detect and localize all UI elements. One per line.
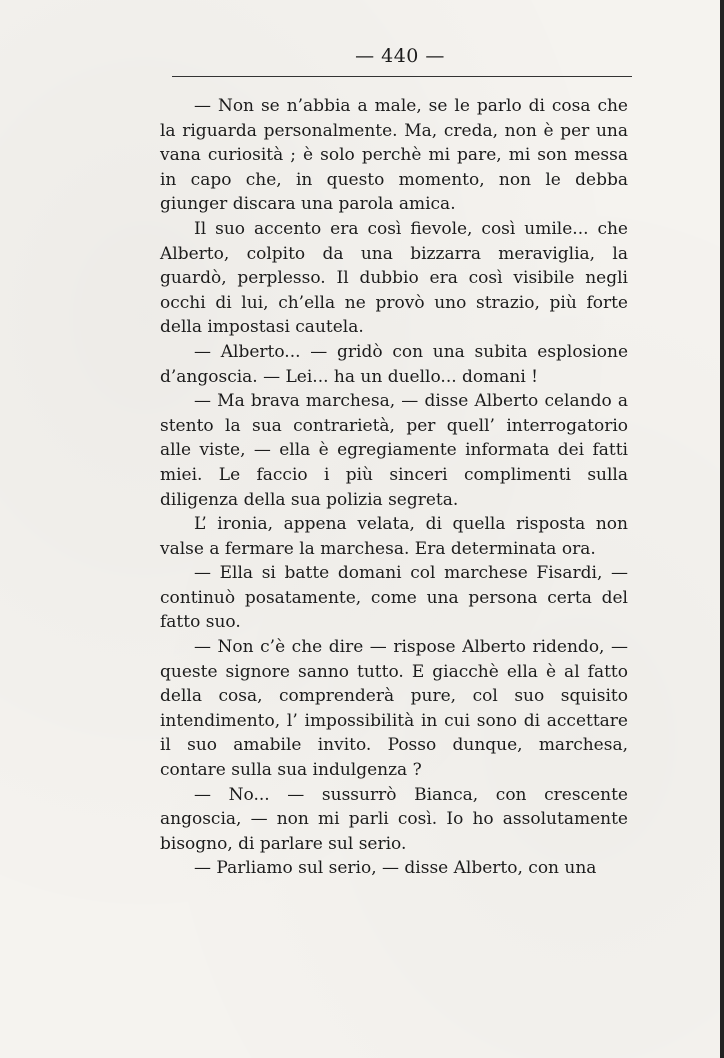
header-rule <box>172 76 632 77</box>
body-text <box>160 94 628 881</box>
paragraph: Il suo accento era così fievole, così umile... che Alberto, colpito da una bizzarra meraviglia, la guardò, perplesso. Il dubbio era così visibile negli occhi di lui, ch’ella ne provò uno strazio, più forte della impostasi cautela. <box>160 218 628 338</box>
page-edge-shadow <box>720 0 724 1058</box>
paragraph: — Non se n’abbia a male, se le parlo di cosa che la riguarda personalmente. Ma, creda, non è per una vana curiosità ; è solo perchè mi pare, mi son messa in capo che, in questo momento, non le debba giunger discara una parola amica. <box>160 96 628 215</box>
page-number: — 440 — <box>355 45 445 67</box>
paragraph: L’ ironia, appena velata, di quella risposta non valse a fermare la marchesa. Era determinata ora. <box>160 514 628 559</box>
paragraph: — No... — sussurrò Bianca, con crescente angoscia, — non mi parli così. Io ho assolutamente bisogno, di parlare sul serio. <box>160 784 628 854</box>
paragraph: — Ella si batte domani col marchese Fisardi, — continuò posatamente, come una persona certa del fatto suo. <box>160 563 628 633</box>
paragraph: — Alberto... — gridò con una subita esplosione d’angoscia. — Lei... ha un duello... domani ! <box>160 341 628 387</box>
paragraph: — Ma brava marchesa, — disse Alberto celando a stento la sua contrarietà, per quell’ interrogatorio alle viste, — ella è egregiamente informata dei fatti miei. Le faccio i più sinceri complimenti sulla diligenza della sua polizia segreta. <box>160 391 628 510</box>
paragraph: — Non c’è che dire — rispose Alberto ridendo, — queste signore sanno tutto. E giacchè ella è al fatto della cosa, comprenderà pure, col suo squisito intendimento, l’ impossibilità in cui sono di accettare il suo amabile invito. Posso dunque, marchesa, contare sulla sua indulgenza ? <box>160 637 628 781</box>
paragraph: — Parliamo sul serio, — disse Alberto, con una <box>194 858 597 879</box>
